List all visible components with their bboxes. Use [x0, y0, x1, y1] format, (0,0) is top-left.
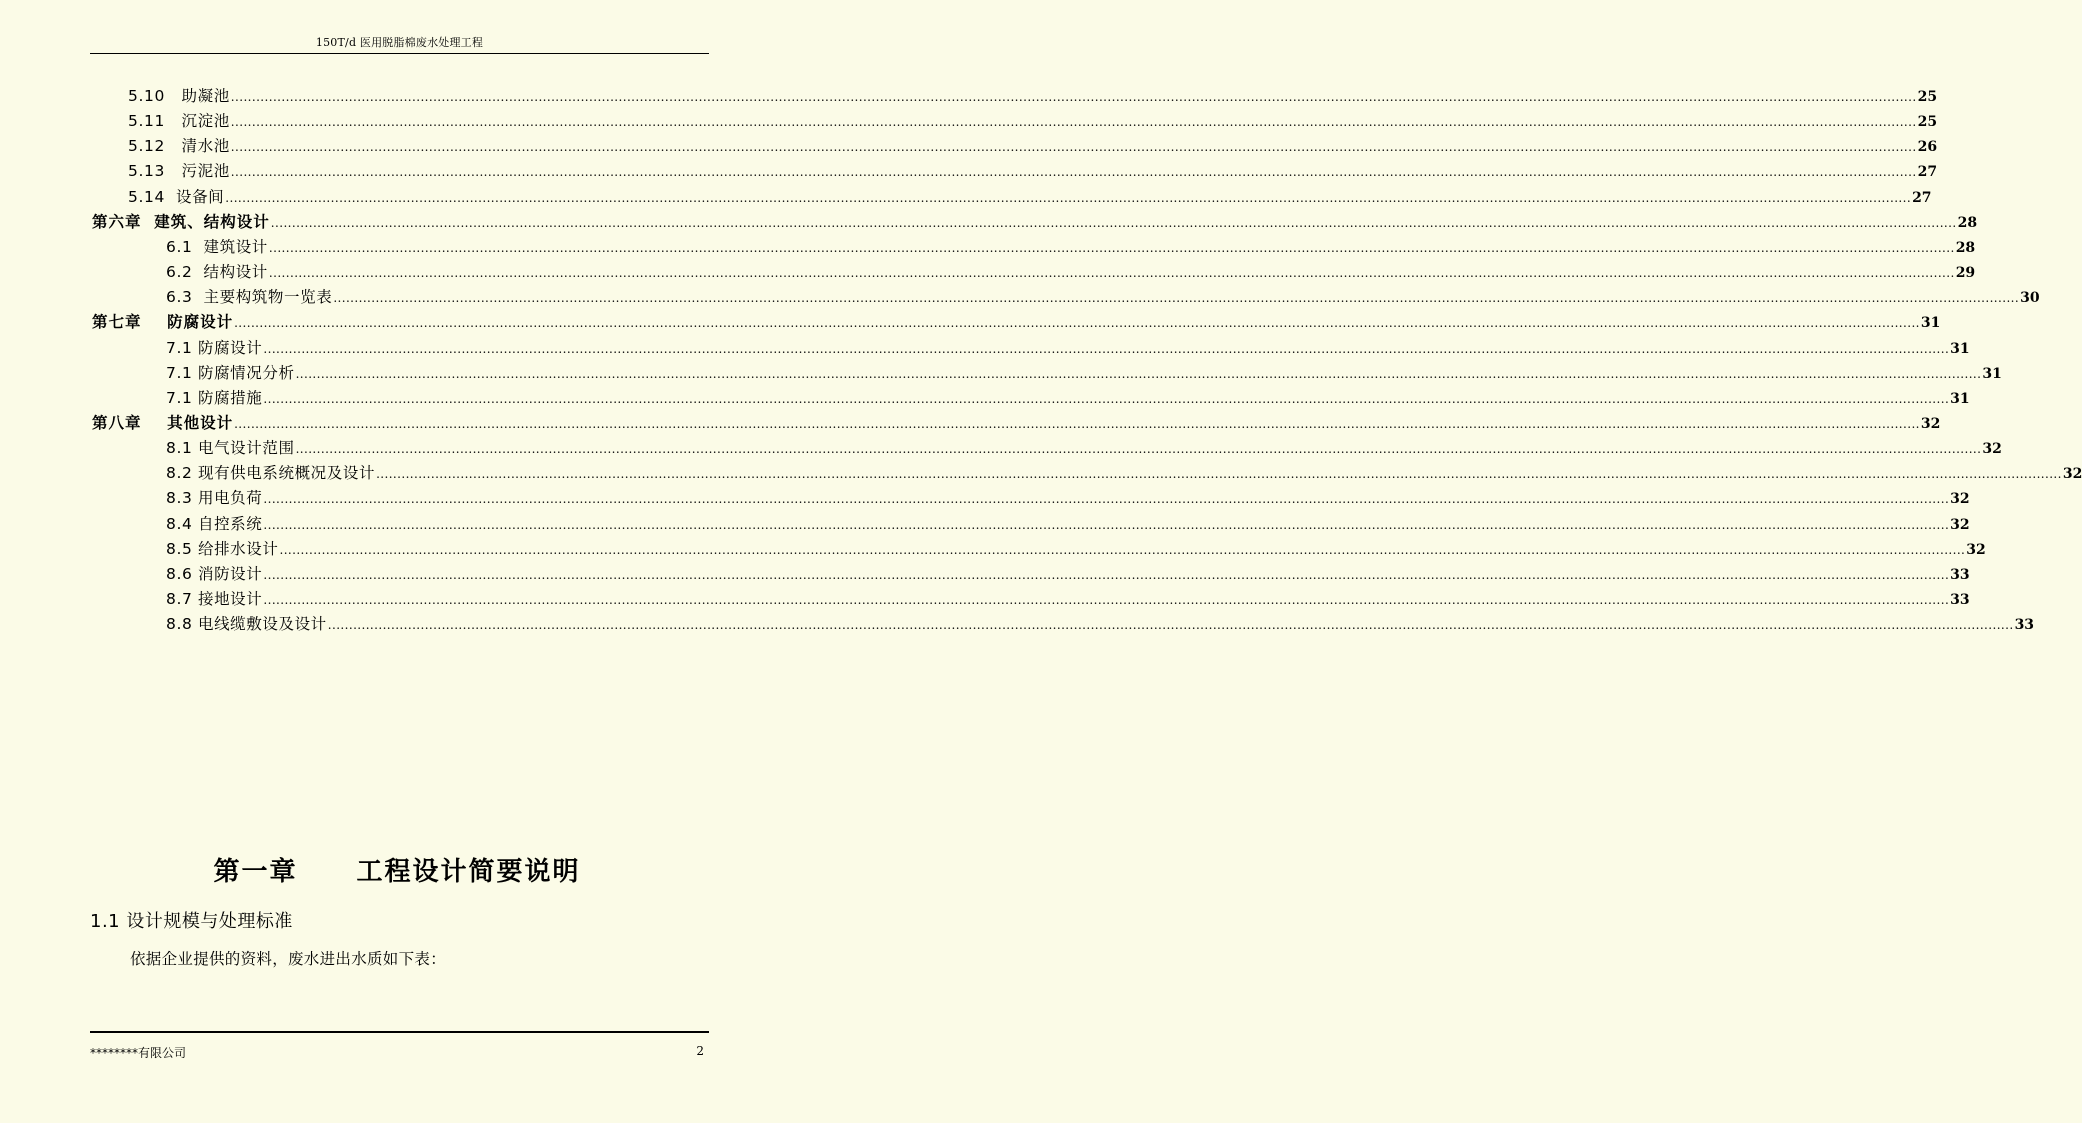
running-header: 150T/d 医用脱脂棉废水处理工程: [315, 36, 484, 49]
toc-leader-dots: ................................................................................................................................................................................................................................................................................................................................................................................................................: [295, 442, 1982, 457]
toc-entry-label: 第七章 防腐设计: [92, 313, 234, 332]
toc-entry-label: 5.14 设备间: [128, 187, 225, 206]
toc-entry[interactable]: [92, 212, 1978, 237]
footer-company: ********有限公司: [90, 1046, 187, 1060]
toc-entry-page: 32: [1950, 516, 1970, 533]
toc-entry-page: 32: [1920, 415, 1941, 432]
toc-entry-label: 6.1 建筑设计: [166, 237, 268, 256]
toc-entry[interactable]: [166, 388, 1970, 413]
toc-entry-page: 28: [1955, 239, 1976, 256]
header-rule: [90, 53, 709, 54]
toc-entry-label: 8.8 电线缆敷设及设计: [166, 615, 327, 634]
toc-entry[interactable]: [128, 86, 1938, 111]
toc-entry-label: 8.7 接地设计: [166, 590, 263, 608]
toc-leader-dots: ................................................................................................................................................................................................................................................................................................................................................................................................................: [230, 115, 1917, 130]
toc-entry[interactable]: [92, 312, 1941, 337]
toc-entry-page: 32: [1982, 441, 2002, 458]
body-paragraph: 依据企业提供的资料，废水进出水质如下表：: [130, 950, 447, 968]
toc-entry-label: 7.1 防腐情况分析: [166, 363, 295, 382]
toc-leader-dots: ................................................................................................................................................................................................................................................................................................................................................................................................................: [230, 165, 1917, 180]
toc-entry[interactable]: [166, 514, 1970, 539]
toc-entry-page: 27: [1912, 189, 1932, 206]
toc-entry-page: 32: [2062, 466, 2082, 483]
toc-leader-dots: ................................................................................................................................................................................................................................................................................................................................................................................................................: [270, 215, 1957, 230]
toc-entry-page: 29: [1955, 265, 1976, 282]
toc-entry-label: 5.13 污泥池: [128, 162, 230, 181]
toc-leader-dots: ................................................................................................................................................................................................................................................................................................................................................................................................................: [376, 467, 2062, 482]
toc-entry-page: 33: [1950, 566, 1970, 583]
toc-entry[interactable]: [166, 237, 1976, 262]
toc-entry[interactable]: [128, 111, 1938, 136]
toc-entry-label: 8.1 电气设计范围: [166, 439, 295, 458]
toc-entry[interactable]: [166, 262, 1976, 287]
toc-leader-dots: ................................................................................................................................................................................................................................................................................................................................................................................................................: [268, 240, 1955, 255]
toc-entry-page: 25: [1917, 114, 1938, 131]
toc-entry-label: 8.5 给排水设计: [166, 539, 279, 558]
toc-entry-page: 25: [1917, 89, 1938, 105]
toc-entry-label: 7.1 防腐措施: [166, 388, 263, 407]
toc-entry-label: 8.4 自控系统: [166, 514, 263, 533]
toc-entry[interactable]: [166, 589, 1970, 614]
toc-entry[interactable]: [128, 161, 1938, 186]
toc-leader-dots: ................................................................................................................................................................................................................................................................................................................................................................................................................: [234, 416, 1920, 431]
toc-entry-page: 27: [1917, 164, 1938, 181]
toc-leader-dots: ................................................................................................................................................................................................................................................................................................................................................................................................................: [263, 567, 1950, 582]
toc-entry[interactable]: [166, 539, 1986, 564]
toc-entry-page: 31: [1950, 340, 1970, 357]
toc-entry[interactable]: [166, 614, 2035, 639]
toc-leader-dots: ................................................................................................................................................................................................................................................................................................................................................................................................................: [263, 492, 1950, 507]
toc-entry-page: 28: [1957, 214, 1978, 231]
toc-leader-dots: ................................................................................................................................................................................................................................................................................................................................................................................................................: [333, 291, 2020, 306]
toc-entry[interactable]: [166, 287, 2040, 312]
toc-entry-label: 5.12 清水池: [128, 137, 230, 156]
toc-entry-label: 5.11 沉淀池: [128, 112, 230, 131]
toc-entry[interactable]: [92, 413, 1941, 438]
toc-entry[interactable]: [128, 136, 1938, 161]
toc-leader-dots: ................................................................................................................................................................................................................................................................................................................................................................................................................: [263, 341, 1950, 356]
toc-leader-dots: ................................................................................................................................................................................................................................................................................................................................................................................................................: [225, 190, 1912, 205]
toc-entry[interactable]: [128, 187, 1932, 212]
section-title: 1.1 设计规模与处理标准: [90, 911, 293, 932]
toc-entry[interactable]: [166, 438, 2002, 463]
toc-leader-dots: ................................................................................................................................................................................................................................................................................................................................................................................................................: [263, 391, 1950, 406]
toc-entry-page: 31: [1982, 365, 2002, 382]
toc-entry-page: 31: [1950, 390, 1970, 407]
toc-leader-dots: ................................................................................................................................................................................................................................................................................................................................................................................................................: [263, 593, 1950, 607]
toc-leader-dots: ................................................................................................................................................................................................................................................................................................................................................................................................................: [230, 90, 1917, 104]
toc-entry[interactable]: [166, 338, 1970, 363]
toc-entry[interactable]: [166, 463, 2082, 488]
toc-leader-dots: ................................................................................................................................................................................................................................................................................................................................................................................................................: [268, 266, 1955, 281]
toc-entry-page: 33: [1950, 592, 1970, 608]
toc-entry-page: 31: [1920, 315, 1941, 332]
toc-leader-dots: ................................................................................................................................................................................................................................................................................................................................................................................................................: [234, 316, 1920, 331]
toc-entry-label: 第六章 建筑、结构设计: [92, 212, 270, 231]
toc-entry[interactable]: [166, 564, 1970, 589]
toc-entry-page: 33: [2014, 617, 2035, 634]
toc-entry-page: 32: [1950, 491, 1970, 508]
toc-entry-label: 第八章 其他设计: [92, 413, 234, 432]
toc-entry-label: 6.2 结构设计: [166, 263, 268, 282]
footer-page-number: 2: [696, 1044, 704, 1058]
chapter-title: 第一章 工程设计简要说明: [213, 857, 581, 887]
toc-leader-dots: ................................................................................................................................................................................................................................................................................................................................................................................................................: [295, 366, 1982, 381]
toc-entry[interactable]: [166, 488, 1970, 513]
toc-entry-page: 26: [1917, 139, 1938, 156]
toc-entry-label: 5.10 助凝池: [128, 87, 230, 105]
toc-entry[interactable]: [166, 363, 2002, 388]
footer-rule: [90, 1031, 709, 1033]
toc-leader-dots: ................................................................................................................................................................................................................................................................................................................................................................................................................: [230, 140, 1917, 155]
toc-leader-dots: ................................................................................................................................................................................................................................................................................................................................................................................................................: [263, 517, 1950, 532]
toc-entry-label: 8.2 现有供电系统概况及设计: [166, 464, 376, 483]
toc-entry-label: 8.3 用电负荷: [166, 489, 263, 508]
toc-entry-label: 8.6 消防设计: [166, 564, 263, 583]
toc-leader-dots: ................................................................................................................................................................................................................................................................................................................................................................................................................: [327, 618, 2014, 633]
toc-entry-label: 7.1 防腐设计: [166, 338, 263, 357]
toc-entry-page: 30: [2020, 290, 2040, 307]
toc-entry-label: 6.3 主要构筑物一览表: [166, 288, 333, 307]
toc-entry-page: 32: [1966, 541, 1986, 558]
toc-leader-dots: ................................................................................................................................................................................................................................................................................................................................................................................................................: [279, 542, 1966, 557]
